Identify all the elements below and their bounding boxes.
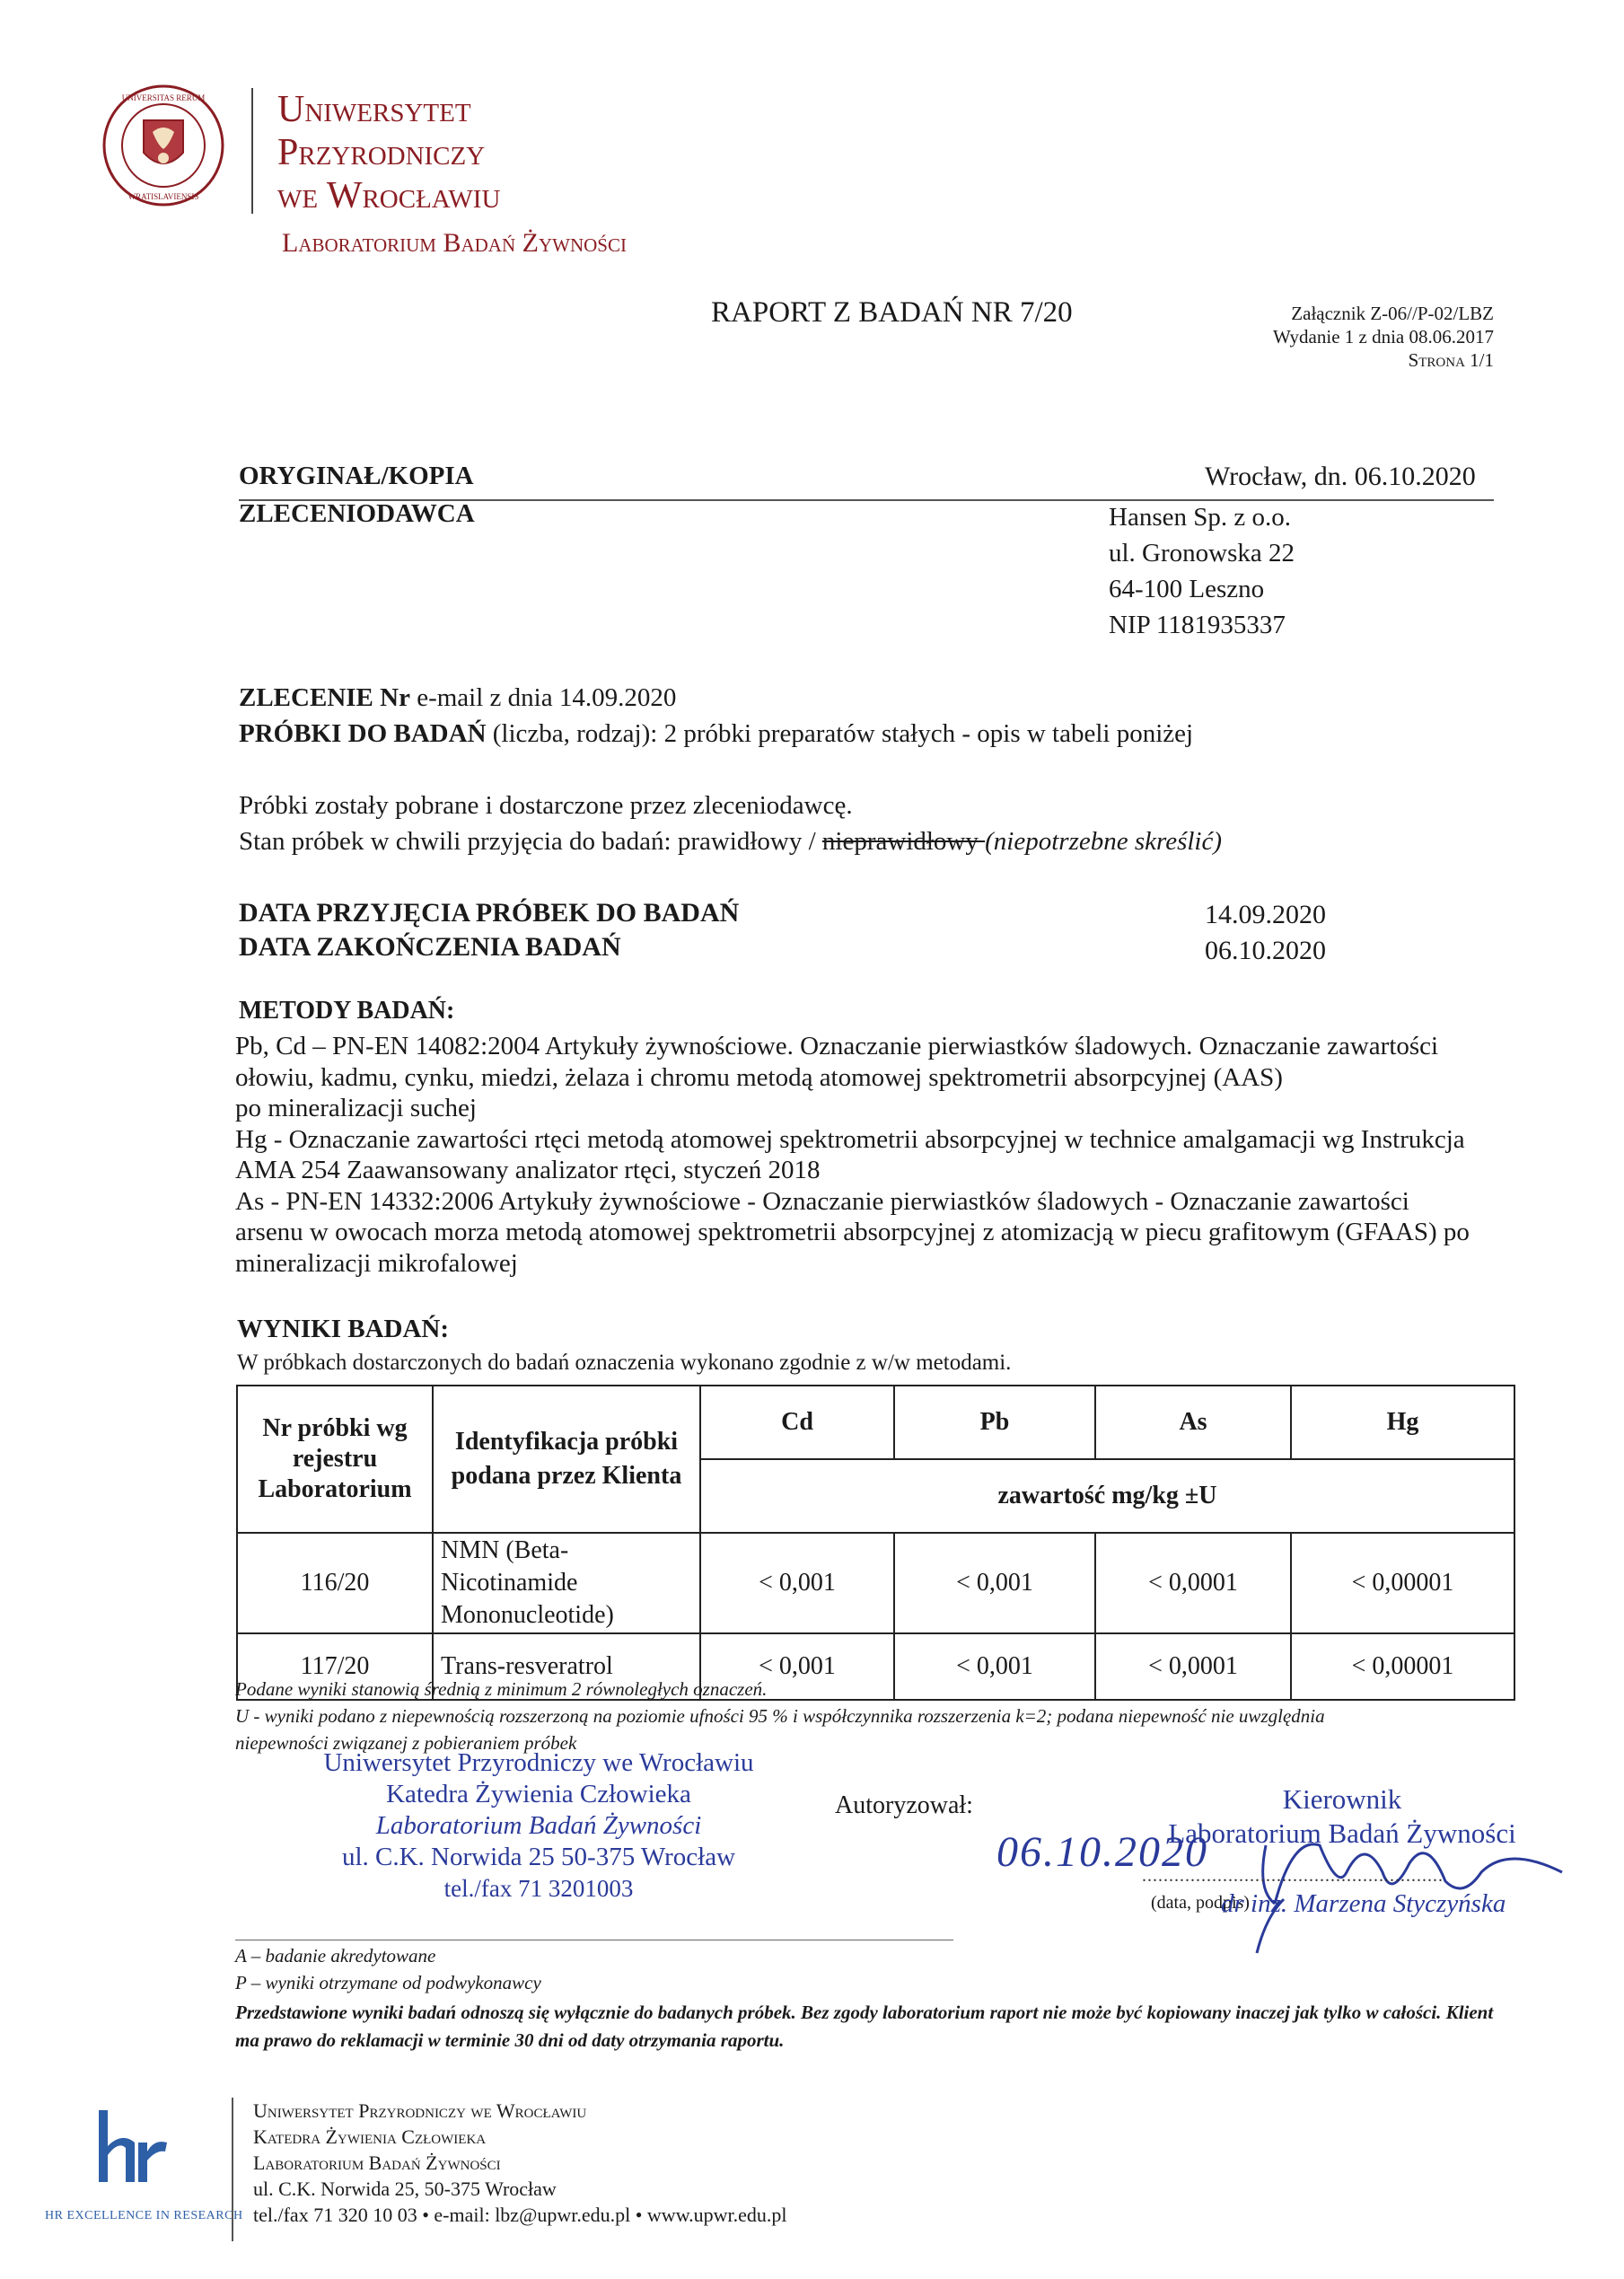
original-copy: ORYGINAŁ/KOPIA <box>239 462 474 490</box>
laboratory-stamp <box>323 1747 754 1905</box>
samples-line <box>239 718 1193 750</box>
manager-title-2: Laboratorium Badań Żywności <box>1168 1817 1516 1849</box>
samples-label: PRÓBKI DO BADAŃ <box>239 719 487 748</box>
col-header-hg: Hg <box>1291 1386 1514 1459</box>
order-line <box>239 682 676 714</box>
results-heading: WYNIKI BADAŃ: <box>237 1315 450 1343</box>
note-average: Podane wyniki stanowią średnią z minimum 2 równoległych oznaczeń. <box>235 1678 768 1700</box>
hr-logo-text <box>131 2190 132 2191</box>
unit-header: zawartość mg/kg ±U <box>700 1459 1514 1533</box>
svg-text:UNIVERSITAS RERUM: UNIVERSITAS RERUM <box>121 93 206 102</box>
method-line: ołowiu, kadmu, cynku, miedzi, żelaza i chromu metodą atomowej spektrometrii absorpcyjnej (AAS) <box>235 1062 1283 1092</box>
stamp-line: Laboratorium Badań Żywności <box>375 1811 702 1840</box>
footer-line: Katedra Żywienia Człowieka <box>253 2125 487 2148</box>
receipt-label: DATA PRZYJĘCIA PRÓBEK DO BADAŃ <box>239 898 740 928</box>
value-cd: < 0,001 <box>700 1533 894 1633</box>
client-line: Hansen Sp. z o.o. <box>1109 503 1291 532</box>
end-label: DATA ZAKOŃCZENIA BADAŃ <box>239 932 621 962</box>
note-uncertainty: U - wyniki podano z niepewnością rozszerzoną na poziomie ufności 95 % i współczynnika rozszerzenia k=2; podana niepewność nie uwzględnia <box>235 1705 1325 1727</box>
condition-line <box>239 826 1222 858</box>
condition-struck: nieprawidłowy <box>821 827 986 856</box>
samples-value: (liczba, rodzaj): 2 próbki preparatów stałych - opis w tabeli poniżej <box>486 719 1194 748</box>
col-header-pb: Pb <box>894 1386 1095 1459</box>
value-hg: < 0,00001 <box>1291 1533 1514 1633</box>
report-meta <box>1167 302 1494 372</box>
method-line: po mineralizacji suchej <box>235 1094 477 1122</box>
uni-line-2: Przyrodniczy <box>277 132 486 173</box>
value-pb: < 0,001 <box>894 1533 1095 1633</box>
footer-address <box>253 2098 787 2228</box>
note-sampling: niepewności związanej z pobieraniem próbek <box>235 1732 577 1754</box>
method-line: arsenu w owocach morza metodą atomowej spektrometrii absorpcyjnej z atomizacją w piecu grafitowym (GFAAS) po <box>235 1218 1470 1246</box>
sample-id: Trans-resveratrol <box>433 1633 700 1700</box>
footer-line: Laboratorium Badań Żywności <box>253 2151 501 2174</box>
method-line: Hg - Oznaczanie zawartości rtęci metodą atomowej spektrometrii absorpcyjnej w technice amalgamacji wg Instrukcja <box>235 1124 1465 1154</box>
col-header-cd: Cd <box>700 1386 894 1459</box>
client-label: ZLECENIODAWCA <box>239 499 475 528</box>
header-divider <box>251 88 253 214</box>
uni-line-3: we Wrocławiu <box>277 175 501 216</box>
condition-prefix: Stan próbek w chwili przyjęcia do badań: prawidłowy / <box>239 827 822 856</box>
results-intro: W próbkach dostarczonych do badań oznaczenia wykonano zgodnie z w/w metodami. <box>237 1351 1012 1375</box>
table-row <box>237 1533 1514 1633</box>
method-line: AMA 254 Zaawansowany analizator rtęci, styczeń 2018 <box>235 1156 821 1184</box>
col-header-as: As <box>1095 1386 1291 1459</box>
sampling-note: Próbki zostały pobrane i dostarczone przez zleceniodawcę. <box>239 791 853 820</box>
footer-contact: tel./fax 71 320 10 03 • e-mail: lbz@upwr.edu.pl • www.upwr.edu.pl <box>253 2204 787 2226</box>
hr-logo <box>86 2101 176 2200</box>
footnote-subcontractor: P – wyniki otrzymane od podwykonawcy <box>235 1972 541 1993</box>
signature-dotted-line: ........................................................ <box>1142 1866 1444 1886</box>
authorized-label: Autoryzował: <box>835 1791 973 1819</box>
annex: Załącznik Z-06//P-02/LBZ <box>1291 303 1494 324</box>
lab-name: Laboratorium Badań Żywności <box>282 228 627 258</box>
place-date: Wrocław, dn. 06.10.2020 <box>1205 462 1476 491</box>
svg-text:WRATISLAVIENSIS: WRATISLAVIENSIS <box>127 192 199 201</box>
col-header-nr: Nr próbki wg rejestru Laboratorium <box>237 1386 433 1533</box>
order-value: e-mail z dnia 14.09.2020 <box>409 683 677 712</box>
client-line: ul. Gronowska 22 <box>1109 539 1295 568</box>
sample-nr: 116/20 <box>237 1533 433 1633</box>
university-name <box>277 88 500 217</box>
value-pb: < 0,001 <box>894 1633 1095 1700</box>
end-date: 06.10.2020 <box>1205 936 1326 965</box>
client-line: NIP 1181935337 <box>1109 611 1286 639</box>
footer-line: Uniwersytet Przyrodniczy we Wrocławiu <box>253 2099 587 2122</box>
value-as: < 0,0001 <box>1095 1633 1291 1700</box>
university-seal <box>101 83 226 208</box>
footnote-accredited: A – badanie akredytowane <box>235 1945 436 1967</box>
footer-line: ul. C.K. Norwida 25, 50-375 Wrocław <box>253 2178 557 2200</box>
condition-note: (niepotrzebne skreślić) <box>985 827 1223 856</box>
methods-heading: METODY BADAŃ: <box>239 997 455 1025</box>
method-line: As - PN-EN 14332:2006 Artykuły żywnościowe - Oznaczanie pierwiastków śladowych - Oznaczanie zawartości <box>235 1186 1409 1216</box>
signature-caption: (data, podpis) <box>1151 1893 1250 1913</box>
method-line: Pb, Cd – PN-EN 14082:2004 Artykuły żywnościowe. Oznaczanie pierwiastków śladowych. Oznaczanie zawartości <box>235 1032 1439 1060</box>
order-label: ZLECENIE Nr <box>239 683 410 712</box>
signature-date: 06.10.2020 <box>996 1828 1208 1876</box>
hr-caption: HR EXCELLENCE IN RESEARCH <box>45 2209 243 2222</box>
stamp-line: ul. C.K. Norwida 25 50-375 Wrocław <box>341 1843 736 1871</box>
stamp-line: tel./fax 71 3201003 <box>443 1875 634 1902</box>
stamp-line: Uniwersytet Przyrodniczy we Wrocławiu <box>323 1748 754 1777</box>
method-line: mineralizacji mikrofalowej <box>235 1248 518 1278</box>
client-line: 64-100 Leszno <box>1109 575 1265 603</box>
footer-divider <box>232 2098 233 2241</box>
disclaimer: Przedstawione wyniki badań odnoszą się wyłącznie do badanych próbek. Bez zgody laboratorium raport nie może być kopiowany inaczej jak tylko w całości. Klient ma prawo do reklamacji w terminie 30 dni od daty otrzymania raportu. <box>235 2002 1494 2051</box>
manager-title-1: Kierownik <box>1282 1783 1402 1815</box>
uni-line-1: Uniwersytet <box>277 89 471 130</box>
edition: Wydanie 1 z dnia 08.06.2017 <box>1272 326 1494 348</box>
col-header-id: Identyfikacja próbki podana przez Klienta <box>433 1386 700 1533</box>
methods-text <box>235 1031 1470 1279</box>
value-cd: < 0,001 <box>700 1633 894 1700</box>
value-as: < 0,0001 <box>1095 1533 1291 1633</box>
stamp-line: Katedra Żywienia Człowieka <box>386 1780 691 1808</box>
sample-nr: 117/20 <box>237 1633 433 1700</box>
value-hg: < 0,00001 <box>1291 1633 1514 1700</box>
receipt-date: 14.09.2020 <box>1205 900 1326 929</box>
sample-id: NMN (Beta-Nicotinamide Mononucleotide) <box>433 1533 700 1633</box>
manager-name: dr inż. Marzena Styczyńska <box>1221 1889 1506 1918</box>
results-table <box>236 1385 1515 1701</box>
report-title: RAPORT Z BADAŃ NR 7/20 <box>711 296 1073 329</box>
page-number: Strona 1/1 <box>1408 349 1494 371</box>
results-notes <box>235 1676 1325 1756</box>
client-address <box>1109 499 1295 643</box>
